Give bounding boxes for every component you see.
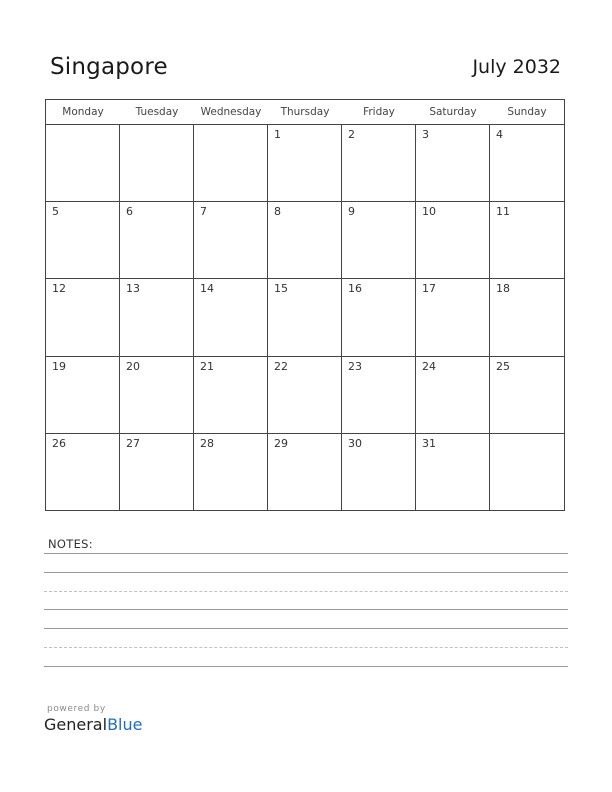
day-number: 24 [422,359,436,373]
month-year-title: July 2032 [472,56,561,78]
brand-general-text: General [44,715,108,734]
day-cell [416,125,490,201]
day-cell [194,279,268,355]
day-cell [268,434,342,511]
day-number: 4 [496,128,503,141]
day-cell [194,434,268,511]
day-number: 16 [348,282,362,296]
weekday-monday: Monday [62,106,104,118]
day-cell [194,202,268,278]
day-cell [120,434,194,511]
day-cell [46,125,120,201]
day-cell [46,279,120,355]
day-number: 22 [274,359,288,373]
day-number: 5 [52,205,59,219]
day-cell [490,357,564,433]
note-line [44,666,568,667]
day-number: 9 [348,205,355,219]
day-cell [120,125,194,201]
note-line-dashed [44,591,568,592]
weekday-tuesday: Tuesday [135,106,179,118]
day-cell [416,279,490,355]
calendar-grid [45,99,565,511]
day-cell [120,202,194,278]
brand-blue-text: Blue [107,715,143,734]
day-number: 28 [200,436,214,450]
day-cell [120,279,194,355]
day-cell [490,279,564,355]
day-cell [46,357,120,433]
weeks-container [46,125,564,511]
week-row-2 [46,202,564,279]
day-number: 3 [422,128,429,141]
day-cell [194,125,268,201]
day-cell [120,357,194,433]
day-cell [416,357,490,433]
weekday-friday: Friday [363,106,395,118]
note-line [44,553,568,554]
note-line-dashed [44,647,568,648]
day-number: 11 [496,205,510,219]
day-number: 29 [274,436,288,450]
generalblue-logo [44,715,142,734]
day-number: 21 [200,359,214,373]
day-number: 30 [348,436,362,450]
day-cell [268,125,342,201]
notes-label: NOTES: [48,537,93,551]
day-number: 10 [422,205,436,219]
day-cell [46,434,120,511]
day-number: 27 [126,436,140,450]
day-cell [342,125,416,201]
day-cell [490,125,564,201]
note-line [44,609,568,610]
week-row-5 [46,434,564,511]
notes-lines [44,553,568,685]
footer-branding [44,704,142,734]
note-line [44,572,568,573]
day-number: 7 [200,205,207,219]
day-number: 12 [52,282,66,296]
week-row-4 [46,357,564,434]
day-cell [342,279,416,355]
note-line [44,628,568,629]
day-number: 19 [52,359,66,373]
day-cell [46,202,120,278]
day-number: 2 [348,128,355,141]
day-number: 13 [126,282,140,296]
day-cell [268,357,342,433]
weekday-wednesday: Wednesday [200,106,262,118]
day-cell [490,434,564,511]
day-number: 14 [200,282,214,296]
day-cell [416,434,490,511]
day-number: 8 [274,205,281,219]
day-number: 26 [52,436,66,450]
day-cell [416,202,490,278]
country-title: Singapore [50,54,168,80]
weekday-sunday: Sunday [507,106,547,118]
powered-by-text: powered by [47,704,106,714]
day-cell [268,202,342,278]
week-row-1 [46,125,564,202]
day-number: 20 [126,359,140,373]
day-cell [194,357,268,433]
week-row-3 [46,279,564,356]
day-number: 15 [274,282,288,296]
day-number: 1 [274,128,281,141]
day-number: 18 [496,282,510,296]
day-cell [342,202,416,278]
day-number: 17 [422,282,436,296]
day-number: 25 [496,359,510,373]
day-cell [342,434,416,511]
weekday-saturday: Saturday [429,106,477,118]
day-number: 6 [126,205,133,219]
weekday-header-row [46,100,564,125]
weekday-thursday: Thursday [280,106,330,118]
day-cell [268,279,342,355]
day-cell [490,202,564,278]
day-cell [342,357,416,433]
day-number: 31 [422,436,436,450]
day-number: 23 [348,359,362,373]
